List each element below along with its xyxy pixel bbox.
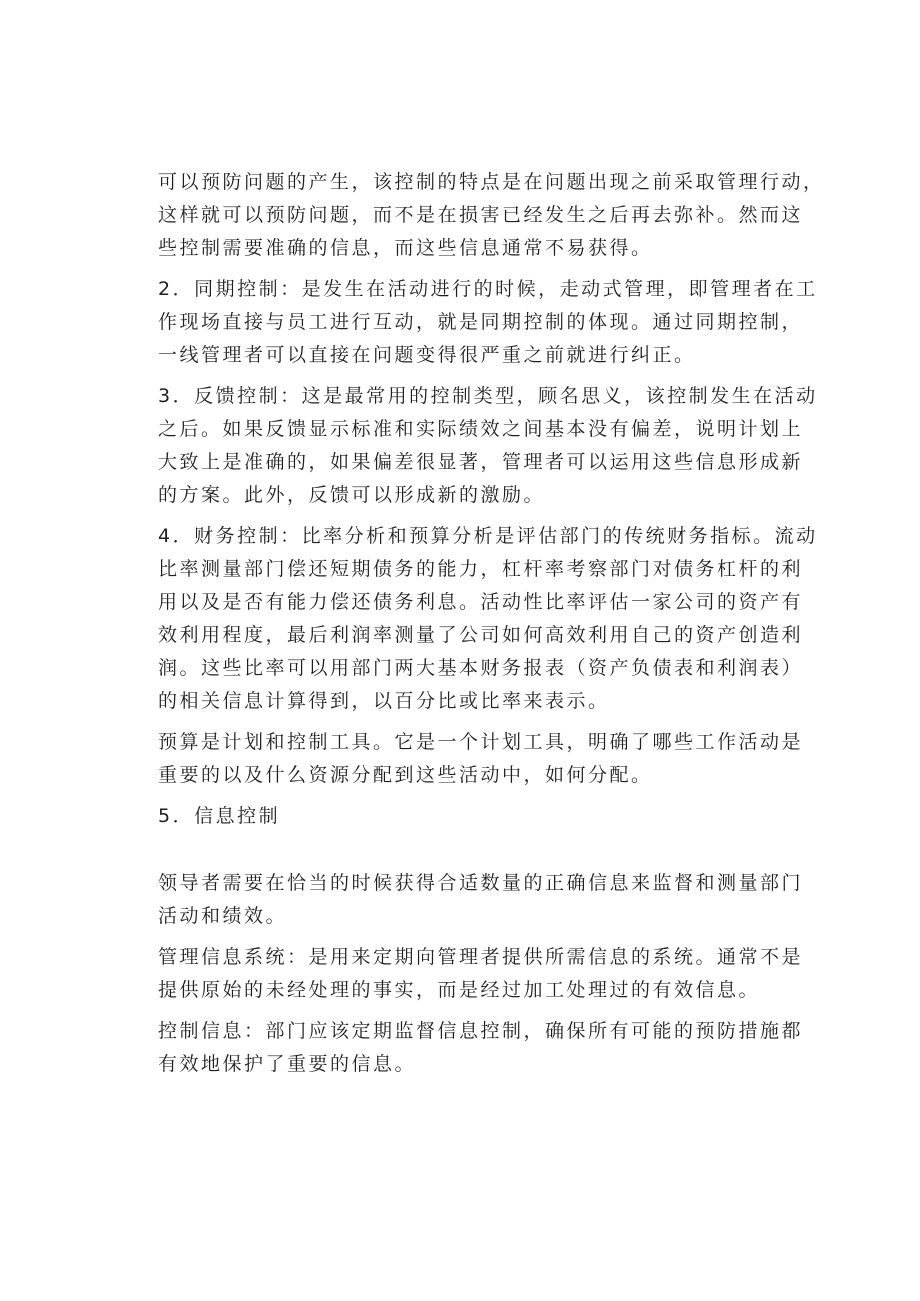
heading-information-control <box>158 800 768 833</box>
text-line: 作现场直接与员工进行互动，就是同期控制的体现。通过同期控制， <box>158 311 804 333</box>
text-line: 2．同期控制：是发生在活动进行的时候，走动式管理，即管理者在工 <box>158 278 818 300</box>
paragraph-preventive-control <box>158 166 825 265</box>
paragraph-budget <box>158 726 804 792</box>
paragraph-leader-information <box>158 867 804 933</box>
paragraph-financial-control <box>158 520 818 718</box>
text-line: 润。这些比率可以用部门两大基本财务报表（资产负债表和利润表） <box>158 657 804 679</box>
text-line: 的方案。此外，反馈可以形成新的激励。 <box>158 484 546 506</box>
paragraph-management-information-system <box>158 941 804 1007</box>
text-line: 3．反馈控制：这是最常用的控制类型，顾名思义，该控制发生在活动 <box>158 385 818 407</box>
text-line: 预算是计划和控制工具。它是一个计划工具，明确了哪些工作活动是 <box>158 731 804 753</box>
text-line: 可以预防问题的产生，该控制的特点是在问题出现之前采取管理行动， <box>158 171 825 193</box>
text-line: 一线管理者可以直接在问题变得很严重之前就进行纠正。 <box>158 344 696 366</box>
text-line: 5．信息控制 <box>158 805 281 827</box>
paragraph-concurrent-control <box>158 273 818 372</box>
text-line: 些控制需要准确的信息，而这些信息通常不易获得。 <box>158 237 653 259</box>
paragraph-control-information <box>158 1015 804 1081</box>
text-line: 管理信息系统：是用来定期向管理者提供所需信息的系统。通常不是 <box>158 946 804 968</box>
text-line: 重要的以及什么资源分配到这些活动中，如何分配。 <box>158 764 653 786</box>
text-line: 活动和绩效。 <box>158 905 288 927</box>
text-line: 提供原始的未经处理的事实，而是经过加工处理过的有效信息。 <box>158 979 761 1001</box>
document-body <box>158 166 825 1081</box>
text-line: 大致上是准确的，如果偏差很显著，管理者可以运用这些信息形成新 <box>158 451 804 473</box>
text-line: 控制信息：部门应该定期监督信息控制，确保所有可能的预防措施都 <box>158 1020 804 1042</box>
text-line: 这样就可以预防问题，而不是在损害已经发生之后再去弥补。然而这 <box>158 204 804 226</box>
text-line: 之后。如果反馈显示标准和实际绩效之间基本没有偏差，说明计划上 <box>158 418 804 440</box>
text-line: 的相关信息计算得到，以百分比或比率来表示。 <box>158 690 610 712</box>
text-line: 比率测量部门偿还短期债务的能力，杠杆率考察部门对债务杠杆的利 <box>158 558 804 580</box>
text-line: 有效地保护了重要的信息。 <box>158 1053 417 1075</box>
text-line: 4．财务控制：比率分析和预算分析是评估部门的传统财务指标。流动 <box>158 525 818 547</box>
text-line: 效利用程度，最后利润率测量了公司如何高效利用自己的资产创造利 <box>158 624 804 646</box>
text-line: 用以及是否有能力偿还债务利息。活动性比率评估一家公司的资产有 <box>158 591 804 613</box>
text-line: 领导者需要在恰当的时候获得合适数量的正确信息来监督和测量部门 <box>158 872 804 894</box>
paragraph-feedback-control <box>158 380 818 512</box>
